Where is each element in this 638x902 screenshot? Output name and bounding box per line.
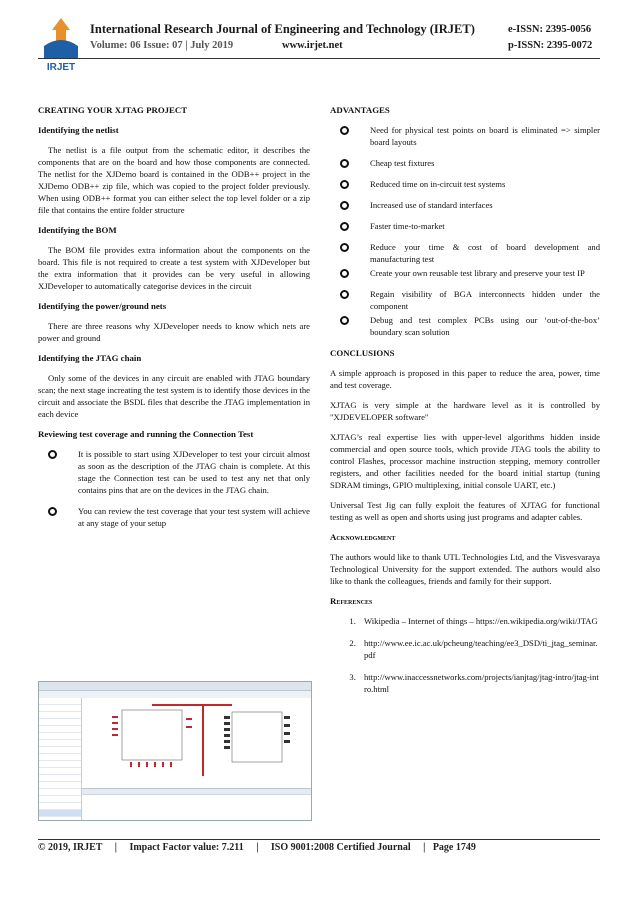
eissn: e-ISSN: 2395-0056: [508, 24, 592, 35]
acknowledgment-paragraph: The authors would like to thank UTL Technologies Ltd, and the Visvesvaraya Technological University for the support extended. The authors would also like to thank the colleagues, friends and family for their support.: [330, 552, 600, 586]
conclusions-heading: CONCLUSIONS: [330, 348, 395, 358]
bullet-ring-icon: [340, 269, 349, 278]
netlist-paragraph: The netlist is a file output from the schematic editor, it describes the components that are on the board and how those components are connected. The netlist for the XJDemo board is contained in the ODB++ project in the XJDemo ODB++ zip file, which was copied to the project folder previously. When using ODB++ format you can either select the top level folder or a zip file that contains the entire folder structure: [38, 145, 310, 215]
conclusion-paragraph: Universal Test Jig can fully exploit the features of XJTAG for functional testing as well as open and shorts using just programs and adapter cables.: [330, 500, 600, 522]
pissn: p-ISSN: 2395-0072: [508, 40, 593, 51]
right-column: [330, 104, 600, 705]
power-heading: Identifying the power/ground nets: [38, 301, 167, 311]
list-item: Debug and test complex PCBs using our ‘out-of-the-box’ boundary scan solution: [330, 314, 600, 338]
conclusion-paragraph: XJTAG is very simple at the hardware level as it is controlled by "XJDEVELOPER software": [330, 400, 600, 422]
logo-text: IRJET: [46, 62, 76, 73]
jtag-paragraph: Only some of the devices in any circuit are enabled with JTAG boundary scan; the next stage increating the test system is to identify those devices in the circuit and associate the BSDL files that describe the JTAG implementation in each device: [38, 373, 310, 419]
list-item: Cheap test fixtures: [330, 157, 600, 169]
review-bullet-list: [38, 448, 310, 529]
footer-rule: [38, 839, 600, 840]
screenshot-menubar: [39, 682, 311, 691]
bullet-ring-icon: [48, 450, 57, 459]
bullet-ring-icon: [340, 290, 349, 299]
advantages-list: [330, 124, 600, 338]
website[interactable]: www.irjet.net: [282, 40, 343, 51]
review-heading: Reviewing test coverage and running the Connection Test: [38, 429, 254, 439]
irjet-logo: [38, 16, 84, 76]
references-heading: References: [330, 596, 373, 606]
schematic-svg: [82, 698, 311, 788]
power-paragraph: There are three reasons why XJDeveloper needs to know which nets are power and ground: [38, 321, 310, 343]
screenshot-sidebar: [39, 698, 82, 820]
list-item: Create your own reusable test library and preserve your test IP: [330, 267, 600, 279]
footer-page-number: Page 1749: [432, 842, 476, 853]
bullet-ring-icon: [340, 316, 349, 325]
bullet-ring-icon: [48, 507, 57, 516]
list-item: Reduced time on in-circuit test systems: [330, 178, 600, 190]
list-item: Increased use of standard interfaces: [330, 199, 600, 211]
footer: © 2019, IRJET | Impact Factor value: 7.211 | ISO 9001:2008 Certified Journal | Page 1749: [38, 842, 476, 853]
jtag-heading: Identifying the JTAG chain: [38, 353, 142, 363]
footer-copyright: © 2019, IRJET: [38, 842, 103, 853]
reference-item[interactable]: 1. Wikipedia – Internet of things – https://en.wikipedia.org/wiki/JTAG: [358, 615, 600, 627]
acknowledgment-heading: Acknowledgment: [330, 532, 396, 542]
list-item: Reduce your time & cost of board development and manufacturing test: [330, 241, 600, 265]
bullet-ring-icon: [340, 180, 349, 189]
header-rule: [38, 58, 600, 59]
list-item: Need for physical test points on board is eliminated => simpler board layouts: [330, 124, 600, 148]
list-item: Regain visibility of BGA interconnects hidden under the component: [330, 288, 600, 312]
conclusion-paragraph: A simple approach is proposed in this paper to reduce the area, power, time and test coverage.: [330, 368, 600, 390]
bullet-ring-icon: [340, 243, 349, 252]
left-column: [38, 104, 310, 538]
bullet-ring-icon: [340, 222, 349, 231]
list-item: Faster time-to-market: [330, 220, 600, 232]
footer-iso: ISO 9001:2008 Certified Journal: [270, 842, 411, 853]
bullet-ring-icon: [340, 159, 349, 168]
xjdeveloper-screenshot: [38, 681, 312, 821]
netlist-heading: Identifying the netlist: [38, 125, 119, 135]
volume-info: Volume: 06 Issue: 07 | July 2019: [90, 40, 234, 51]
screenshot-bottom-panel: [82, 788, 311, 820]
list-item: It is possible to start using XJDeveloper to test your circuit almost as soon as the description of the JTAG chain is complete. At this stage the Connection test can be used to test any net that only contains pins that are on the devices in the JTAG chain.: [38, 448, 310, 496]
reference-item[interactable]: 3. http://www.inaccessnetworks.com/projects/ianjtag/jtag-intro/jtag-intro.html: [358, 671, 600, 695]
conclusion-paragraph: XJTAG’s real expertise lies with upper-level algorithms hidden inside commercial and open source tools, which provide JTAG tools the ability to control Flashes, processor machine instruction stepping, memory controller registers, and other facilities needed for the board initial startup (tuning SDRAM timings, GPIO multiplexing, initial console UART, etc.): [330, 432, 600, 490]
list-item: You can review the test coverage that your test system will achieve at any stage of your setup: [38, 505, 310, 529]
bom-heading: Identifying the BOM: [38, 225, 117, 235]
footer-impact-factor: Impact Factor value: 7.211: [129, 842, 244, 853]
advantages-heading: ADVANTAGES: [330, 105, 390, 115]
journal-title: International Research Journal of Engineering and Technology (IRJET): [90, 22, 475, 36]
project-heading: CREATING YOUR XJTAG PROJECT: [38, 105, 188, 115]
bullet-ring-icon: [340, 126, 349, 135]
screenshot-schematic: [82, 698, 311, 788]
references-list: [330, 615, 600, 695]
bom-paragraph: The BOM file provides extra information about the components on the board. This file is not required to create a test system with XJDeveloper but the extra information that it provides can be very useful in allowing XJDeveloper to automatically categorise devices in the circuit: [38, 245, 310, 291]
bullet-ring-icon: [340, 201, 349, 210]
reference-item[interactable]: 2. http://www.ee.ic.ac.uk/pcheung/teaching/ee3_DSD/ti_jtag_seminar.pdf: [358, 637, 600, 661]
